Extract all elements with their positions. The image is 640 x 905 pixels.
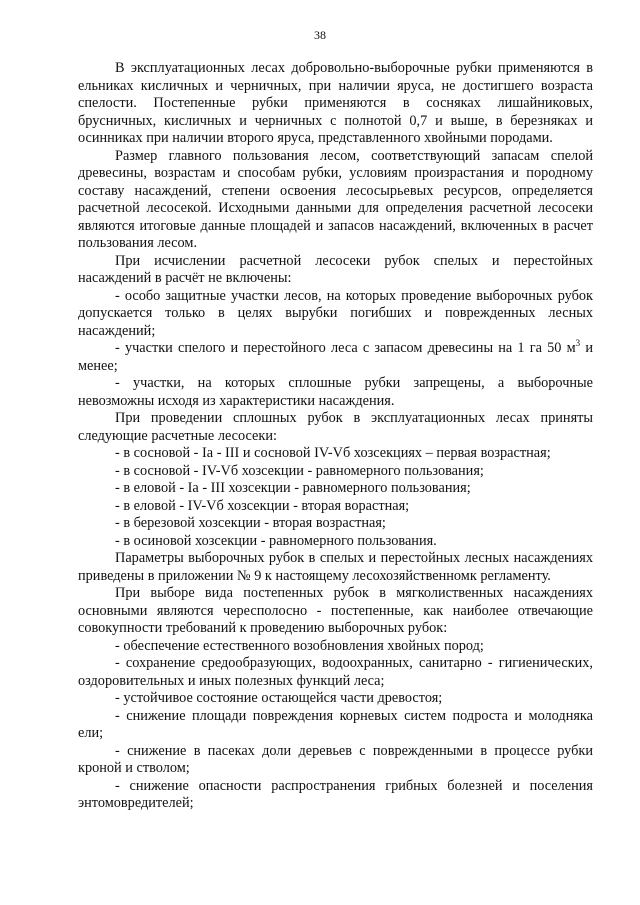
volume-text-end: и менее;: [78, 340, 593, 374]
volume-text: - участки спелого и перестойного леса с запасом древесины на 1 га 50 м: [115, 340, 576, 356]
paragraph: При проведении сплошных рубок в эксплуатационных лесах приняты следующие расчетные лесосеки:: [78, 410, 593, 444]
requirement-item: - снижение площади повреждения корневых систем подроста и молодняка ели;: [78, 707, 593, 741]
requirement-item: - снижение в пасеках доли деревьев с поврежденными в процессе рубки кроной и стволом;: [78, 742, 593, 776]
requirement-item: - сохранение средообразующих, водоохранных, санитарно - гигиенических, оздоровительных и иных полезных функций леса;: [78, 655, 593, 689]
lesoseka-item: - в сосновой - IV-Vб хозсекции - равномерного пользования;: [115, 462, 484, 479]
paragraph: В эксплуатационных лесах добровольно-выборочные рубки применяются в ельниках кисличных и черничных, при наличии яруса, не достигшего возраста спелости. Постепенные рубки применяются в сосняках лишайниковых, брусничных, кисличных и черничных с полнотой 0,7 и выше, в березняках и осинниках при наличии второго яруса, представленного хвойными породами.: [78, 60, 593, 146]
lesoseka-item: - в сосновой - Iа - III и сосновой IV-Vб хозсекциях – первая возрастная;: [115, 445, 551, 461]
paragraph: Параметры выборочных рубок в спелых и перестойных лесных насаждениях приведены в приложении № 9 к настоящему лесохозяйственномк регламенту.: [78, 550, 593, 584]
list-item-volume: [78, 340, 593, 375]
page-body: [78, 60, 593, 813]
requirement-item: - обеспечение естественного возобновления хвойных пород;: [115, 637, 484, 654]
page-number: 38: [314, 28, 326, 42]
paragraph: При выборе вида постепенных рубок в мягколиственных насаждениях основными являются чересполосно - постепенные, как наиболее отвечающие совокупности требований к проведению выборочных рубок:: [78, 585, 593, 636]
lesoseka-item: - в березовой хозсекции - вторая возрастная;: [115, 515, 386, 531]
lesoseka-item: - в осиновой хозсекции - равномерного пользования.: [115, 532, 437, 549]
list-item: - участки, на которых сплошные рубки запрещены, а выборочные невозможны исходя из характеристики насаждения.: [78, 375, 593, 409]
lesoseka-item: - в еловой - Iа - III хозсекции - равномерного пользования;: [115, 480, 471, 496]
lesoseka-item: - в еловой - IV-Vб хозсекции - вторая ворастная;: [115, 497, 410, 514]
paragraph: При исчислении расчетной лесосеки рубок спелых и перестойных насаждений в расчёт не включены:: [78, 252, 593, 286]
requirement-item: - снижение опасности распространения грибных болезней и поселения энтомовредителей;: [78, 777, 593, 811]
superscript: 3: [575, 338, 581, 349]
requirement-item: - устойчивое состояние остающейся части древостоя;: [115, 690, 443, 706]
list-item: - особо защитные участки лесов, на которых проведение выборочных рубок допускается только в целях вырубки погибших и поврежденных лесных насаждений;: [78, 287, 593, 339]
paragraph: Размер главного пользования лесом, соответствующий запасам спелой древесины, возрастам и способам рубки, условиям произрастания и породному составу насаждений, степени освоения лесосырьевых ресурсов, определяется расчетной лесосекой. Исходными данными для определения расчетной лесосеки являются итоговые данные площадей и запасов насаждений, включенных в расчет пользования лесом.: [78, 147, 593, 251]
